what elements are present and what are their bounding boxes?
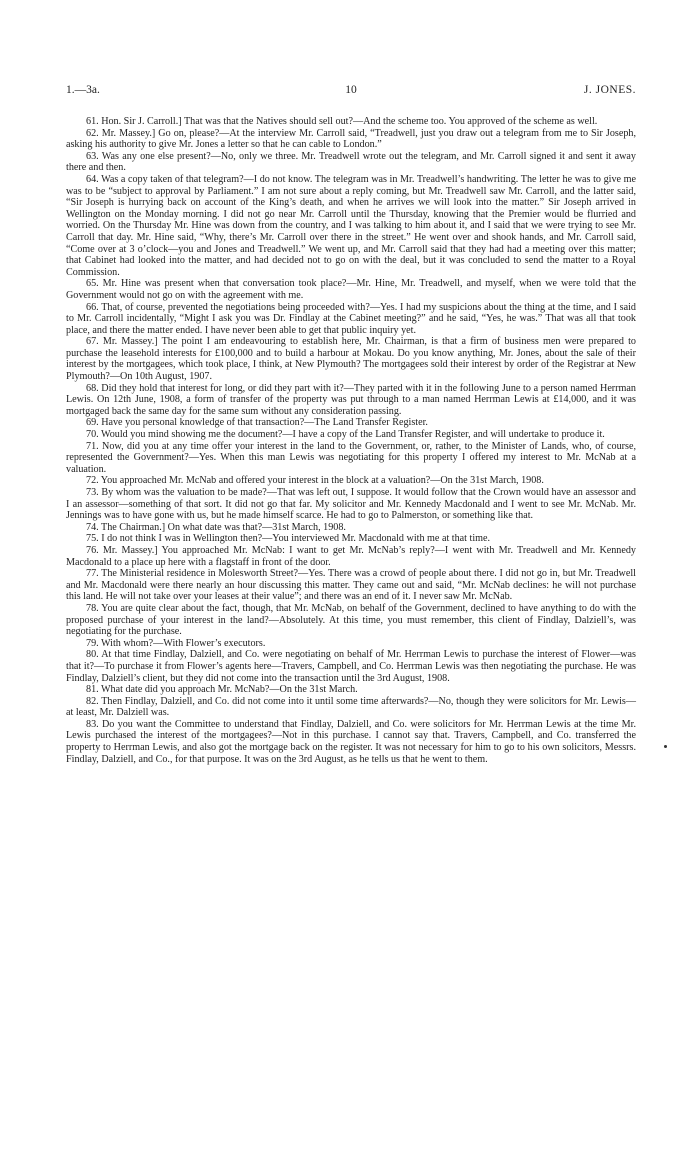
- paragraph-72: 72. You approached Mr. McNab and offered your interest in the block at a valuation?—On the 31st March, 1908.: [86, 475, 544, 487]
- paragraph-79: 79. With whom?—With Flower’s executors.: [86, 637, 266, 649]
- paragraph-65: 65. Mr. Hine was present when that conversation took place?—Mr. Hine, Mr. Treadwell, and myself, when we were told that the Government would not go on with the agreement with me.: [66, 278, 636, 301]
- paragraph-68: 68. Did they hold that interest for long, or did they part with it?—They parted with it in the following June to a person named Herrman Lewis. On 12th June, 1908, a form of transfer of the property was put through to a man named Herrman Lewis at £14,000, and it was mortgaged back the same day for the same sum without any consideration passing.: [66, 382, 636, 417]
- paragraph-67: 67. Mr. Massey.] The point I am endeavouring to establish here, Mr. Chairman, is that a firm of business men were prepared to purchase the leasehold interests for £100,000 and to build a harbour at Mokau. Do you know anything, Mr. Jones, about the sale of their interest by the mortgagees, which took place, I think, at New Plymouth? The mortgagees sold their interest by order of the Registrar at New Plymouth?—On 10th August, 1907.: [66, 336, 636, 383]
- page-header: [66, 84, 636, 98]
- paragraph-62: 62. Mr. Massey.] Go on, please?—At the interview Mr. Carroll said, “Treadwell, just you draw out a telegram from me to Sir Joseph, asking his authority to give Mr. Jones a letter so that he can cable to London.”: [66, 127, 636, 151]
- paragraph-64: 64. Was a copy taken of that telegram?—I do not know. The telegram was in Mr. Treadwell’s handwriting. The letter he was to give me was to be “subject to approval by Parliament.” I am not sure about a reply coming, but Mr. Treadwell saw Mr. Carroll, and the latter said, “Sir Joseph is hurrying back on account of the King’s death, and when he arrives we will look into the matter.” Sir Joseph arrived in Wellington on the Monday morning. I did not go near Mr. Carroll until the Thursday, knowing that the Premier would be flurried and worried. On the Thursday Mr. Hine was down from the country, and I was talking to him about it, and I said that we were trying to see Mr. Carroll that day. Mr. Hine said, “Why, there’s Mr. Carroll over there in the street.” He went over and shook hands, and Mr. Carroll said, “Come over at 3 o’clock—you and Jones and Treadwell.” We went up, and Mr. Carroll said that they had had a meeting over this matter; that Cabinet had looked into the matter, and had decided not to go on with the deal, but it was concluded to send the matter to a Royal Commission.: [66, 173, 636, 278]
- witness-name: J. JONES.: [583, 84, 636, 96]
- testimony-body: [66, 116, 636, 765]
- paragraph-81: 81. What date did you approach Mr. McNab?—On the 31st March.: [86, 684, 358, 696]
- paragraph-70: 70. Would you mind showing me the document?—I have a copy of the Land Transfer Register, and will undertake to produce it.: [86, 429, 605, 441]
- paragraph-63: 63. Was any one else present?—No, only we three. Mr. Treadwell wrote out the telegram, and Mr. Carroll signed it and sent it away there and then.: [66, 150, 636, 174]
- paragraph-69: 69. Have you personal knowledge of that transaction?—The Land Transfer Register.: [86, 417, 428, 429]
- paragraph-78: 78. You are quite clear about the fact, though, that Mr. McNab, on behalf of the Government, declined to have anything to do with the proposed purchase of your interest in the land?—Absolutely. At this time, you must remember, this client of Findlay, Dalziell’s, was negotiating for the purchase.: [66, 602, 636, 638]
- paragraph-71: 71. Now, did you at any time offer your interest in the land to the Government, or, rather, to the Minister of Lands, who, of course, represented the Government?—Yes. When this man Lewis was negotiating for this property I offered my interest to Mr. McNab at a valuation.: [66, 440, 636, 475]
- paragraph-83: 83. Do you want the Committee to understand that Findlay, Dalziell, and Co. were solicitors for Mr. Herrman Lewis at the time Mr. Lewis purchased the interest of the mortgagees?—Not in this purchase. I cannot say that. Travers, Campbell, and Co. transferred the property to Herrman Lewis, and also got the mortgage back on the register. It was not necessary for him to go to his own solicitors, Messrs. Findlay, Dalziell, and Co., for that purpose. It was on the 3rd August, as he tells us that he went to them.: [66, 718, 636, 765]
- paragraph-75: 75. I do not think I was in Wellington then?—You interviewed Mr. Macdonald with me at that time.: [86, 533, 491, 545]
- paragraph-66: 66. That, of course, prevented the negotiations being proceeded with?—Yes. I had my suspicions about the thing at the time, and I said to Mr. Carroll incidentally, “Might I ask you was Dr. Findlay at the Cabinet meeting?” and he said, “Yes, he was.” That was all that took place, and there the matter ended. I have never been able to get that public inquiry yet.: [66, 301, 636, 336]
- paper-reference: 1.—3a.: [66, 84, 100, 96]
- paragraph-77: 77. The Ministerial residence in Molesworth Street?—Yes. There was a crowd of people about there. I did not go in, but Mr. Treadwell and Mr. Macdonald were there nearly an hour discussing this matter. They came out and said, “Mr. McNab declines: he will not purchase this land. He will not take over your leases at their value”; and there was an end of it. I never saw Mr. McNab.: [66, 568, 636, 603]
- paragraph-61: 61. Hon. Sir J. Carroll.] That was that the Natives should sell out?—And the scheme too. You approved of the scheme as well.: [86, 116, 598, 127]
- margin-mark: [664, 745, 667, 748]
- paragraph-80: 80. At that time Findlay, Dalziell, and Co. were negotiating on behalf of Mr. Herrman Lewis to purchase the interest of Flower—was that it?—To purchase it from Flower’s agents here—Travers, Campbell, and Co. Herrman Lewis was then negotiating the purchase. He was Findlay, Dalziell’s client, but they did not come into the transaction until the 3rd August, 1908.: [66, 649, 636, 684]
- paragraph-73: 73. By whom was the valuation to be made?—That was left out, I suppose. It would follow that the Crown would have an assessor and I an assessor—something of that sort. It did not go that far. My solicitor and Mr. Kennedy Macdonald and I went to see Mr. McNab. Mr. Jennings was to have gone with us, but he made himself scarce. He had to go to Palmerston, or something like that.: [66, 487, 636, 522]
- paragraph-76: 76. Mr. Massey.] You approached Mr. McNab: I want to get Mr. McNab’s reply?—I went with Mr. Treadwell and Mr. Kennedy Macdonald to a place up here with a flagstaff in front of the door.: [66, 544, 636, 568]
- paragraph-82: 82. Then Findlay, Dalziell, and Co. did not come into it until some time afterwards?—No, though they were solicitors for Mr. Lewis—at least, Mr. Dalziell was.: [66, 695, 636, 719]
- paragraph-74: 74. The Chairman.] On what date was that?—31st March, 1908.: [86, 521, 346, 533]
- page-number: 10: [345, 84, 357, 96]
